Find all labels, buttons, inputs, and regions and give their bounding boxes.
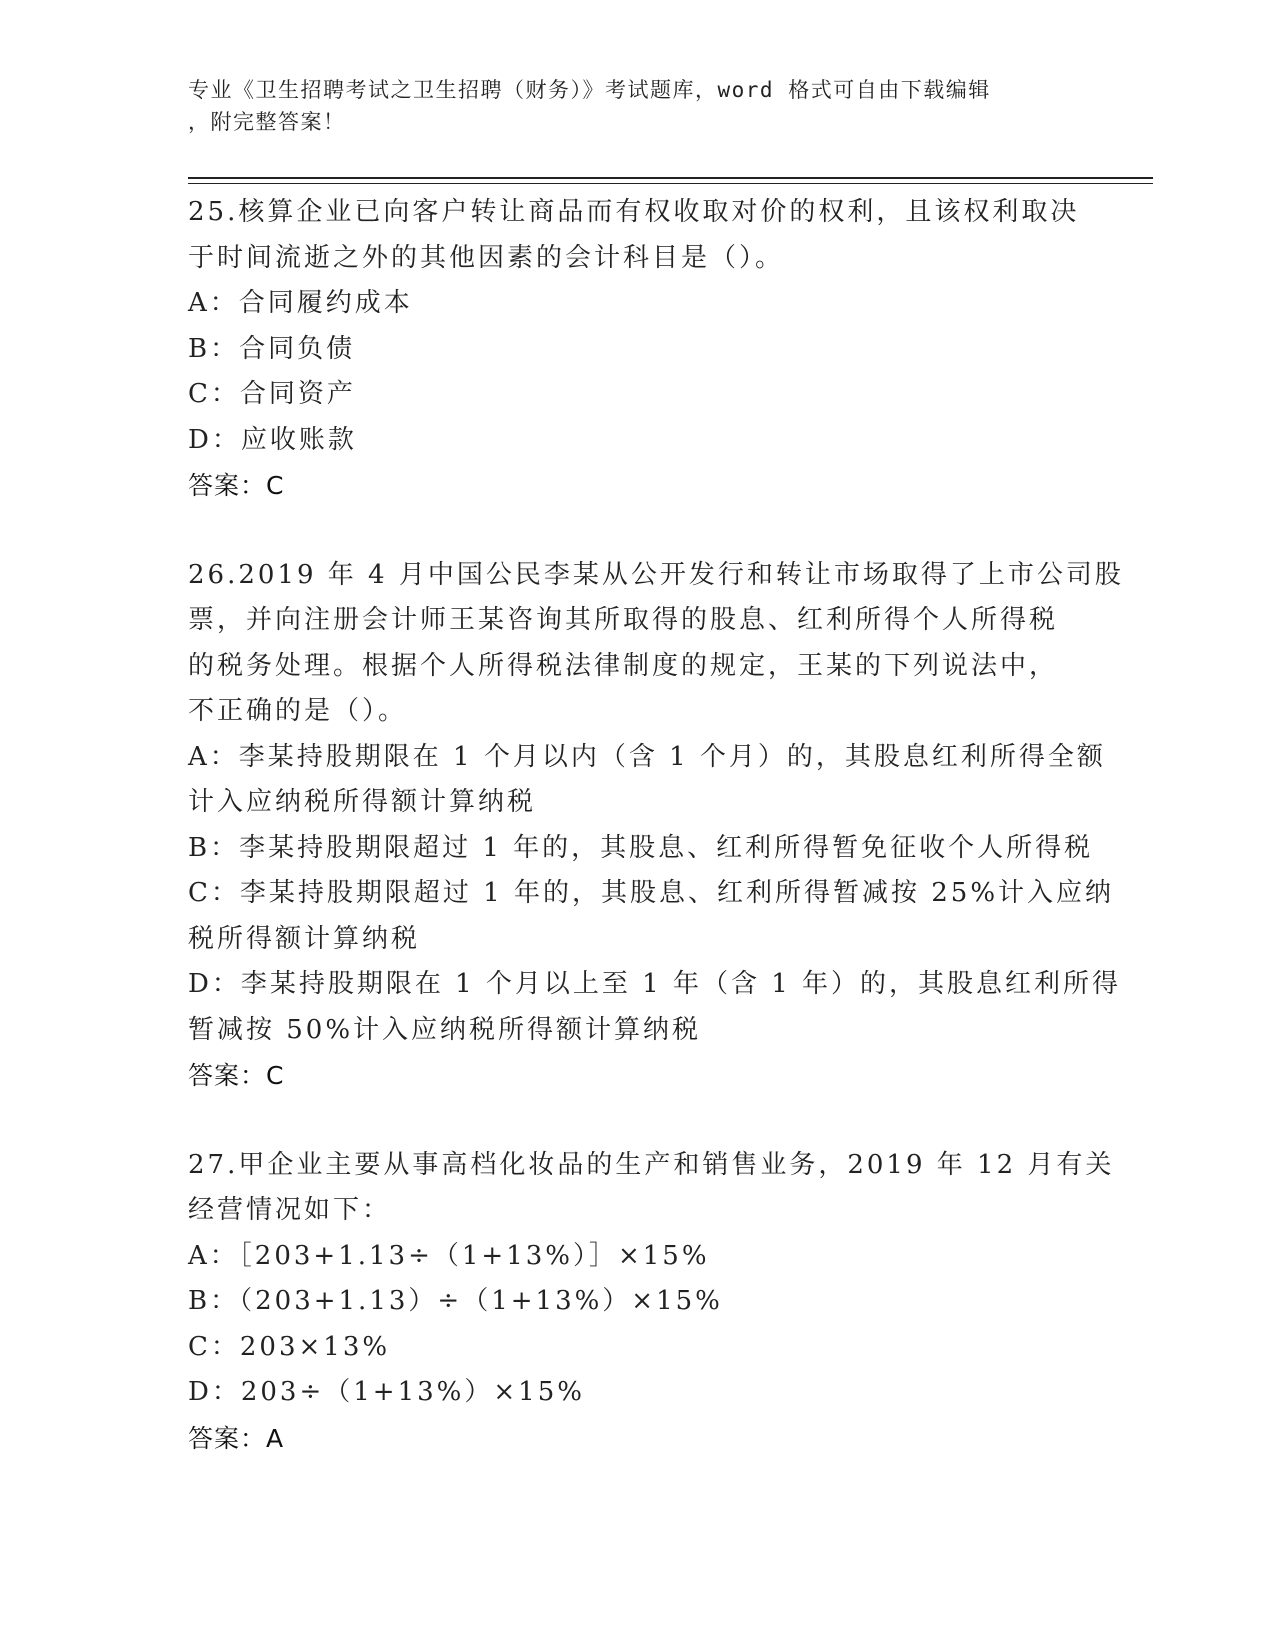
option-a: A：合同履约成本 — [188, 288, 413, 318]
header-divider-thin — [188, 183, 1153, 184]
option-d: D：李某持股期限在 1 个月以上至 1 年（含 1 年）的，其股息红利所得 — [188, 969, 1122, 999]
answer-line: 答案：C — [188, 471, 285, 500]
question-25 — [188, 190, 1098, 509]
question-stem-line: 票，并向注册会计师王某咨询其所取得的股息、红利所得个人所得税 — [188, 605, 1059, 635]
question-26 — [188, 553, 1124, 1099]
answer-line: 答案：A — [188, 1423, 285, 1453]
option-d-continued: 暂减按 50%计入应纳税所得额计算纳税 — [188, 1014, 702, 1045]
question-stem-line: 26.2019 年 4 月中国公民李某从公开发行和转让市场取得了上市公司股 — [188, 559, 1124, 590]
option-c-continued: 税所得额计算纳税 — [188, 923, 421, 954]
option-b: B：李某持股期限超过 1 年的，其股息、红利所得暂免征收个人所得税 — [188, 832, 1094, 863]
option-c: C：合同资产 — [188, 379, 356, 409]
question-stem-line: 25.核算企业已向客户转让商品而有权收取对价的权利，且该权利取决 — [188, 197, 1080, 227]
option-b: B：（203+1.13）÷（1+13%）×15% — [188, 1286, 723, 1316]
header-line: 专业《卫生招聘考试之卫生招聘（财务）》考试题库，word 格式可自由下载编辑 — [188, 78, 991, 102]
header-line: ，附完整答案！ — [188, 110, 346, 134]
option-a-continued: 计入应纳税所得额计算纳税 — [188, 787, 537, 817]
option-a: A：李某持股期限在 1 个月以内（含 1 个月）的，其股息红利所得全额 — [188, 741, 1106, 772]
question-list — [188, 190, 1124, 1505]
option-c: C：203×13% — [188, 1331, 391, 1362]
question-stem-line: 经营情况如下： — [188, 1195, 392, 1225]
option-d: D：应收账款 — [188, 424, 357, 455]
option-c: C：李某持股期限超过 1 年的，其股息、红利所得暂减按 25%计入应纳 — [188, 878, 1115, 908]
question-stem-line: 27.甲企业主要从事高档化妆品的生产和销售业务，2019 年 12 月有关 — [188, 1149, 1115, 1180]
question-27 — [188, 1143, 1115, 1462]
question-stem-line: 的税务处理。根据个人所得税法律制度的规定，王某的下列说法中， — [188, 650, 1059, 681]
question-stem-line: 于时间流逝之外的其他因素的会计科目是（）。 — [188, 242, 785, 273]
answer-line: 答案：C — [188, 1061, 285, 1090]
header-divider-thick — [188, 177, 1153, 179]
document-header — [188, 74, 1088, 138]
option-d: D：203÷（1+13%）×15% — [188, 1377, 585, 1407]
question-stem-line: 不正确的是（）。 — [188, 696, 408, 726]
option-b: B：合同负债 — [188, 333, 356, 364]
option-a: A：［203+1.13÷（1+13%）］×15% — [188, 1240, 710, 1271]
